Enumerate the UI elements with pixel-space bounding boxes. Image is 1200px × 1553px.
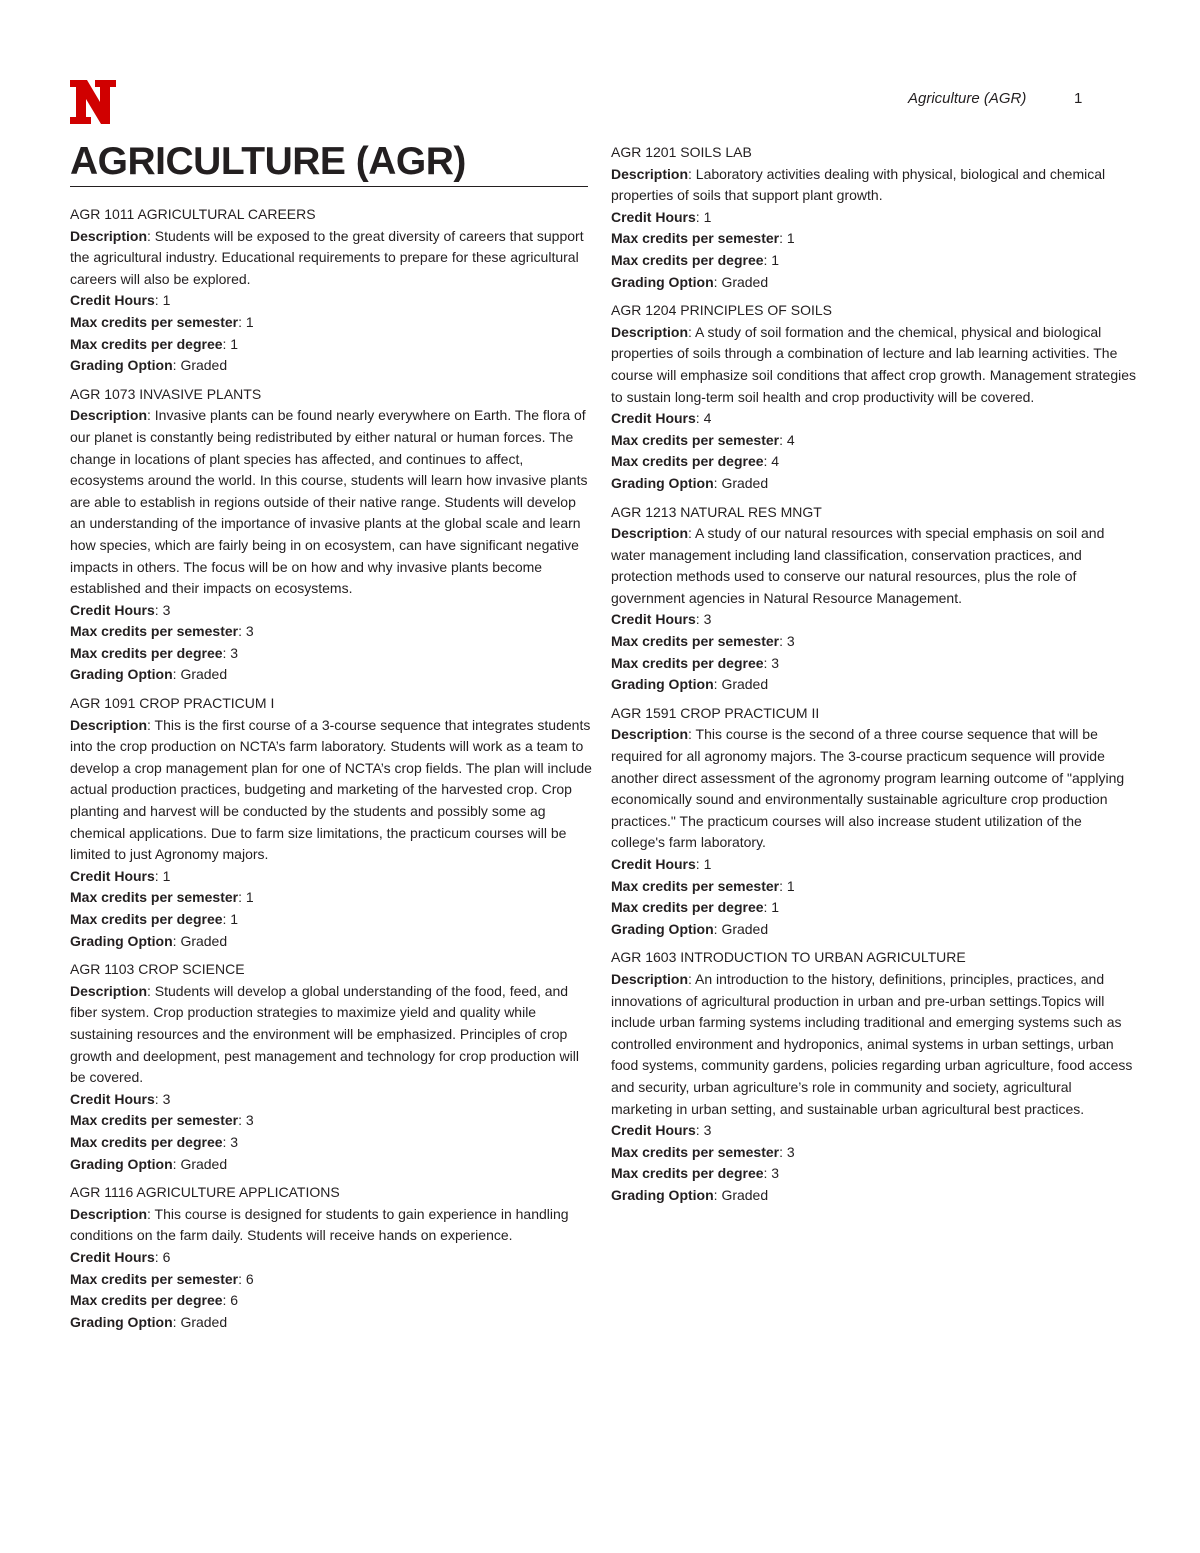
course-entry (70, 384, 592, 686)
max-credits-degree-label: Max credits per degree (611, 899, 764, 916)
max-credits-semester: Max credits per semester: 6 (70, 1270, 254, 1287)
course-entry (70, 204, 592, 377)
max-credits-semester-value: 3 (245, 1112, 254, 1129)
grading-option-value: Graded (180, 357, 228, 374)
description-text: This course is the second of a three course sequence that will be required for all agronomy majors. The 3-course practicum sequence will provide another direct assessment of the agronomy program learning outcome of "applying economically sound and environmentally sustainable agriculture crop production practices." The practicum courses will also increase student utilization of the college's farm laboratory. (611, 726, 1125, 851)
credit-hours: Credit Hours: 3 (611, 611, 712, 628)
max-credits-semester-label: Max credits per semester (611, 1143, 780, 1160)
description-label: Description (611, 726, 689, 743)
max-credits-degree-label: Max credits per degree (611, 251, 764, 268)
max-credits-degree-value: 1 (771, 251, 780, 268)
grading-option-value: Graded (721, 273, 769, 290)
max-credits-semester-label: Max credits per semester (70, 1112, 239, 1129)
grading-option: Grading Option: Graded (611, 676, 769, 693)
grading-option: Grading Option: Graded (70, 1313, 228, 1330)
max-credits-semester: Max credits per semester: 1 (70, 313, 254, 330)
max-credits-semester-label: Max credits per semester (70, 313, 239, 330)
grading-option-label: Grading Option (70, 666, 173, 683)
credit-hours-label: Credit Hours (611, 1122, 696, 1139)
max-credits-semester-label: Max credits per semester (611, 633, 780, 650)
grading-option-value: Graded (721, 474, 769, 491)
max-credits-degree-label: Max credits per degree (611, 1165, 764, 1182)
credit-hours-value: 1 (703, 208, 712, 225)
grading-option-value: Graded (180, 932, 228, 949)
grading-option: Grading Option: Graded (70, 357, 228, 374)
max-credits-semester: Max credits per semester: 3 (70, 623, 254, 640)
credit-hours-label: Credit Hours (611, 611, 696, 628)
course-title: AGR 1603 INTRODUCTION TO URBAN AGRICULTURE (611, 949, 966, 966)
description-label: Description (70, 407, 148, 424)
description-text: Invasive plants can be found nearly everywhere on Earth. The flora of our planet is constantly being redistributed by either natural or human forces. The change in locations of plant species has affected, and continues to affect, ecosystems around the world. In this course, students will learn how invasive plants are able to establish in regions outside of their native range. Students will develop an understanding of the importance of invasive plants at the global scale and learn how species, which are fairly being in on ecosystem, can have significant negative impacts in others. The focus will be on how and why invasive plants become established and their impacts on ecosystems. (70, 407, 588, 597)
description-label: Description (611, 323, 689, 340)
credit-hours-label: Credit Hours (70, 867, 155, 884)
credit-hours-label: Credit Hours (70, 1090, 155, 1107)
max-credits-degree: Max credits per degree: 3 (70, 1133, 239, 1150)
course-entry (70, 959, 592, 1175)
course-entry (70, 693, 592, 952)
max-credits-semester-value: 3 (786, 633, 795, 650)
description-text: An introduction to the history, definitions, principles, practices, and innovations of agricultural production in urban and pre-urban settings.Topics will include urban farming systems including traditional and emerging systems such as controlled environment and hydroponics, animal systems in urban settings, urban food systems, community gardens, policies regarding urban agriculture, food access and security, urban agriculture’s role in community and society, agricultural marketing in urban setting, and sustainable urban agricultural best practices. (611, 970, 1133, 1117)
max-credits-semester-value: 1 (786, 877, 795, 894)
grading-option-label: Grading Option (611, 1186, 714, 1203)
max-credits-semester: Max credits per semester: 1 (70, 889, 254, 906)
max-credits-semester-label: Max credits per semester (70, 1270, 239, 1287)
credit-hours-value: 3 (703, 611, 712, 628)
description-text: A study of our natural resources with special emphasis on soil and water management including land classification, conservation practices, and protection methods used to conserve our natural resources, plus the role of government agencies in Natural Resource Management. (611, 525, 1105, 606)
course-entry (611, 703, 1136, 941)
grading-option-value: Graded (721, 920, 769, 937)
description-text: This course is designed for students to gain experience in handling conditions on the farm daily. Students will receive hands on experience. (70, 1205, 569, 1244)
grading-option: Grading Option: Graded (611, 1186, 769, 1203)
max-credits-degree-value: 4 (771, 453, 780, 470)
max-credits-semester: Max credits per semester: 1 (611, 230, 795, 247)
university-logo (70, 80, 116, 124)
grading-option-label: Grading Option (611, 676, 714, 693)
course-description: Description: An introduction to the history, definitions, principles, practices, and innovations of agricultural production in urban and pre-urban settings.Topics will include urban farming systems including traditional and emerging systems such as controlled environment and hydroponics, animal systems in urban settings, urban food systems, community gardens, policies regarding urban agriculture, food access and security, urban agriculture’s role in community and society, agricultural marketing in urban setting, and sustainable urban agricultural best practices. (611, 970, 1133, 1117)
max-credits-degree-label: Max credits per degree (70, 335, 223, 352)
description-label: Description (70, 227, 148, 244)
course-title: AGR 1091 CROP PRACTICUM I (70, 695, 275, 712)
course-entry (70, 1182, 592, 1333)
course-entry (611, 502, 1136, 696)
max-credits-degree-value: 3 (771, 1165, 780, 1182)
course-description: Description: This course is the second of a three course sequence that will be required for all agronomy majors. The 3-course practicum sequence will provide another direct assessment of the agronomy program learning outcome of "applying economically sound and environmentally sustainable agriculture crop production practices." The practicum courses will also increase student utilization of the college's farm laboratory. (611, 726, 1125, 851)
max-credits-semester-value: 4 (786, 431, 795, 448)
max-credits-semester-value: 6 (245, 1270, 254, 1287)
max-credits-degree-label: Max credits per degree (70, 644, 223, 661)
right-column (611, 142, 1136, 1214)
grading-option-value: Graded (721, 676, 769, 693)
course-description: Description: Students will develop a global understanding of the food, feed, and fiber system. Crop production strategies to maximize yield and quality while sustaining resources and the environment will be emphasized. Principles of crop growth and deelopment, pest management and technology for crop production will be covered. (70, 982, 579, 1086)
max-credits-semester: Max credits per semester: 1 (611, 877, 795, 894)
description-label: Description (70, 716, 148, 733)
credit-hours: Credit Hours: 1 (70, 292, 171, 309)
grading-option: Grading Option: Graded (611, 273, 769, 290)
course-description: Description: Invasive plants can be found nearly everywhere on Earth. The flora of our planet is constantly being redistributed by either natural or human forces. The change in locations of plant species has affected, and continues to affect, ecosystems around the world. In this course, students will learn how invasive plants are able to establish in regions outside of their native range. Students will develop an understanding of the importance of invasive plants at the global scale and learn how species, which are fairly being in on ecosystem, can have significant negative impacts in others. The focus will be on how and why invasive plants become established and their impacts on ecosystems. (70, 407, 588, 597)
course-title: AGR 1591 CROP PRACTICUM II (611, 704, 820, 721)
max-credits-degree: Max credits per degree: 1 (611, 251, 780, 268)
title-rule (70, 186, 588, 187)
course-title: AGR 1103 CROP SCIENCE (70, 961, 245, 978)
max-credits-degree: Max credits per degree: 3 (70, 644, 239, 661)
credit-hours: Credit Hours: 1 (70, 867, 171, 884)
course-title: AGR 1073 INVASIVE PLANTS (70, 385, 262, 402)
course-title: AGR 1204 PRINCIPLES OF SOILS (611, 302, 832, 319)
max-credits-degree-value: 3 (771, 654, 780, 671)
course-description: Description: This course is designed for students to gain experience in handling conditions on the farm daily. Students will receive hands on experience. (70, 1205, 569, 1244)
credit-hours-value: 4 (703, 410, 712, 427)
course-title: AGR 1201 SOILS LAB (611, 144, 752, 160)
max-credits-degree-value: 3 (230, 644, 239, 661)
course-description: Description: A study of soil formation and the chemical, physical and biological properties of soils through a combination of lecture and lab learning activities. The course will emphasize soil conditions that affect crop growth. Management strategies to sustain long-term soil health and crop productivity will be covered. (611, 323, 1137, 405)
grading-option-label: Grading Option (611, 920, 714, 937)
course-description: Description: A study of our natural resources with special emphasis on soil and water management including land classification, conservation practices, and protection methods used to conserve our natural resources, plus the role of government agencies in Natural Resource Management. (611, 525, 1105, 606)
max-credits-semester-label: Max credits per semester (70, 889, 239, 906)
grading-option: Grading Option: Graded (611, 920, 769, 937)
max-credits-degree: Max credits per degree: 1 (70, 335, 239, 352)
credit-hours-label: Credit Hours (611, 856, 696, 872)
credit-hours-label: Credit Hours (70, 1248, 155, 1265)
credit-hours: Credit Hours: 4 (611, 410, 712, 427)
max-credits-semester-value: 1 (786, 230, 795, 247)
credit-hours: Credit Hours: 1 (611, 208, 712, 225)
max-credits-semester: Max credits per semester: 3 (611, 633, 795, 650)
max-credits-degree: Max credits per degree: 6 (70, 1292, 239, 1309)
description-label: Description (70, 1205, 148, 1222)
max-credits-semester-label: Max credits per semester (611, 431, 780, 448)
credit-hours: Credit Hours: 3 (70, 601, 171, 618)
course-entry (611, 947, 1136, 1206)
grading-option-value: Graded (180, 666, 228, 683)
description-text: Students will develop a global understanding of the food, feed, and fiber system. Crop production strategies to maximize yield and quality while sustaining resources and the environment will be emphasized. Principles of crop growth and deelopment, pest management and technology for crop production will be covered. (70, 982, 579, 1086)
max-credits-semester: Max credits per semester: 3 (611, 1143, 795, 1160)
credit-hours-value: 3 (162, 1090, 171, 1107)
max-credits-degree-label: Max credits per degree (611, 453, 764, 470)
credit-hours: Credit Hours: 3 (70, 1090, 171, 1107)
grading-option: Grading Option: Graded (70, 666, 228, 683)
max-credits-semester: Max credits per semester: 4 (611, 431, 795, 448)
max-credits-semester-label: Max credits per semester (611, 877, 780, 894)
credit-hours-value: 1 (162, 867, 171, 884)
page-title: AGRICULTURE (AGR) (70, 140, 466, 183)
credit-hours-label: Credit Hours (611, 208, 696, 225)
max-credits-degree-label: Max credits per degree (70, 1292, 223, 1309)
max-credits-degree-label: Max credits per degree (70, 1133, 223, 1150)
description-label: Description (611, 970, 689, 987)
credit-hours-label: Credit Hours (70, 292, 155, 309)
credit-hours-value: 6 (162, 1248, 171, 1265)
max-credits-semester-label: Max credits per semester (70, 623, 239, 640)
course-description: Description: Laboratory activities dealing with physical, biological and chemical properties of soils that support plant growth. (611, 165, 1106, 204)
max-credits-degree-value: 3 (230, 1133, 239, 1150)
max-credits-degree: Max credits per degree: 3 (611, 654, 780, 671)
max-credits-degree-value: 1 (230, 911, 239, 927)
grading-option-label: Grading Option (70, 1155, 173, 1172)
course-description: Description: Students will be exposed to the great diversity of careers that support the agricultural industry. Educational requirements to prepare for these agricultural careers will also be explored. (70, 227, 584, 287)
credit-hours-value: 3 (162, 601, 171, 618)
grading-option-label: Grading Option (70, 357, 173, 374)
max-credits-semester-value: 1 (245, 313, 254, 330)
course-title: AGR 1116 AGRICULTURE APPLICATIONS (70, 1184, 340, 1201)
description-text: Students will be exposed to the great diversity of careers that support the agricultural industry. Educational requirements to prepare for these agricultural careers will also be explored. (70, 227, 584, 287)
max-credits-semester-label: Max credits per semester (611, 230, 780, 247)
credit-hours-value: 1 (162, 292, 171, 309)
course-title: AGR 1011 AGRICULTURAL CAREERS (70, 206, 316, 222)
description-text: A study of soil formation and the chemical, physical and biological properties of soils through a combination of lecture and lab learning activities. The course will emphasize soil conditions that affect crop growth. Management strategies to sustain long-term soil health and crop productivity will be covered. (611, 323, 1137, 405)
left-column (70, 204, 592, 1340)
credit-hours: Credit Hours: 6 (70, 1248, 171, 1265)
description-label: Description (70, 982, 148, 999)
grading-option-label: Grading Option (70, 1313, 173, 1330)
description-text: Laboratory activities dealing with physical, biological and chemical properties of soils that support plant growth. (611, 165, 1106, 204)
max-credits-degree-value: 1 (230, 335, 239, 352)
max-credits-semester-value: 3 (786, 1143, 795, 1160)
grading-option-label: Grading Option (611, 273, 714, 290)
max-credits-degree: Max credits per degree: 4 (611, 453, 780, 470)
max-credits-degree-value: 1 (771, 899, 780, 916)
max-credits-degree: Max credits per degree: 1 (70, 911, 239, 927)
max-credits-degree: Max credits per degree: 3 (611, 1165, 780, 1182)
running-title: Agriculture (AGR) (908, 90, 1027, 107)
credit-hours-value: 1 (703, 856, 712, 872)
max-credits-degree: Max credits per degree: 1 (611, 899, 780, 916)
course-description: Description: This is the first course of a 3-course sequence that integrates students into the crop production on NCTA’s farm laboratory. Students will work as a team to develop a crop management plan for one of NCTA’s crop fields. The plan will include actual production practices, budgeting and marketing of the harvested crop. Crop planting and harvest will be conducted by the students and possibly some ag chemical applications. Due to farm size limitations, the practicum courses will be limited to just Agronomy majors. (70, 716, 592, 863)
course-entry (611, 142, 1136, 293)
course-title: AGR 1213 NATURAL RES MNGT (611, 503, 822, 520)
max-credits-degree-label: Max credits per degree (70, 911, 223, 927)
grading-option-value: Graded (721, 1186, 769, 1203)
description-label: Description (611, 525, 689, 542)
credit-hours: Credit Hours: 3 (611, 1122, 712, 1139)
grading-option: Grading Option: Graded (70, 1155, 228, 1172)
description-text: This is the first course of a 3-course sequence that integrates students into the crop production on NCTA’s farm laboratory. Students will work as a team to develop a crop management plan for one of NCTA’s crop fields. The plan will include actual production practices, budgeting and marketing of the harvested crop. Crop planting and harvest will be conducted by the students and possibly some ag chemical applications. Due to farm size limitations, the practicum courses will be limited to just Agronomy majors. (70, 716, 592, 863)
credit-hours: Credit Hours: 1 (611, 856, 712, 872)
grading-option-value: Graded (180, 1155, 228, 1172)
credit-hours-label: Credit Hours (611, 410, 696, 427)
max-credits-semester: Max credits per semester: 3 (70, 1112, 254, 1129)
description-label: Description (611, 165, 689, 182)
credit-hours-label: Credit Hours (70, 601, 155, 618)
grading-option: Grading Option: Graded (611, 474, 769, 491)
max-credits-semester-value: 1 (245, 889, 254, 906)
max-credits-semester-value: 3 (245, 623, 254, 640)
grading-option-value: Graded (180, 1313, 228, 1330)
grading-option-label: Grading Option (611, 474, 714, 491)
credit-hours-value: 3 (703, 1122, 712, 1139)
max-credits-degree-value: 6 (230, 1292, 239, 1309)
max-credits-degree-label: Max credits per degree (611, 654, 764, 671)
page-number: 1 (1074, 90, 1083, 107)
grading-option-label: Grading Option (70, 932, 173, 949)
grading-option: Grading Option: Graded (70, 932, 228, 949)
course-entry (611, 300, 1136, 494)
